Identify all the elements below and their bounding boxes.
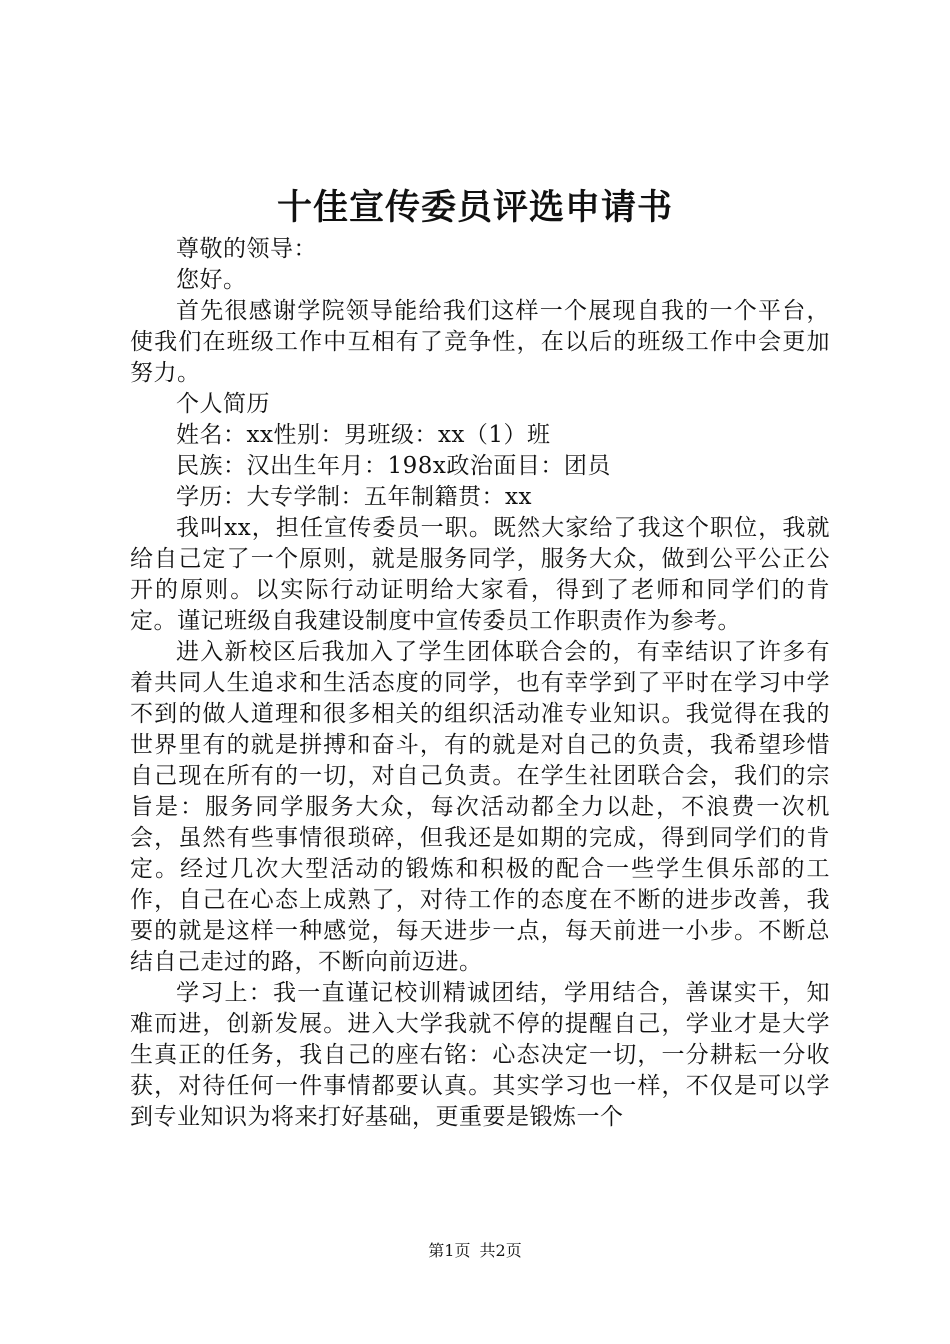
resume-line-name: 姓名：xx性别：男班级：xx（1）班 (176, 422, 551, 448)
study-paragraph: 学习上：我一直谨记校训精诚团结，学用结合，善谋实干，知难而进，创新发展。进入大学我就不停的提醒自己，学业才是大学生真正的任务，我自己的座右铭：心态决定一切，一分耕耘一分收获，对待任何一件事情都要认真。其实学习也一样，不仅是可以学到专业知识为将来打好基础，更重要是锻炼一个 (130, 980, 830, 1130)
page-total: 共2页 (479, 1241, 522, 1260)
intro-paragraph: 首先很感谢学院领导能给我们这样一个展现自我的一个平台，使我们在班级工作中互相有了竞争性，在以后的班级工作中会更加努力。 (130, 298, 830, 386)
document-body (130, 234, 830, 1133)
resume-line-ethnicity: 民族：汉出生年月：198x政治面目：团员 (176, 453, 611, 479)
resume-heading: 个人简历 (176, 391, 270, 417)
document-title: 十佳宣传委员评选申请书 (276, 187, 673, 228)
experience-paragraph: 进入新校区后我加入了学生团体联合会的，有幸结识了许多有着共同人生追求和生活态度的同学，也有幸学到了平时在学习中学不到的做人道理和很多相关的组织活动准专业知识。我觉得在我的世界里有的就是拼搏和奋斗，有的就是对自己的负责，我希望珍惜自己现在所有的一切，对自己负责。在学生社团联合会，我们的宗旨是：服务同学服务大众，每次活动都全力以赴，不浪费一次机会，虽然有些事情很琐碎，但我还是如期的完成，得到同学们的肯定。经过几次大型活动的锻炼和积极的配合一些学生俱乐部的工作，自己在心态上成熟了，对待工作的态度在不断的进步改善，我要的就是这样一种感觉，每天进步一点，每天前进一小步。不断总结自己走过的路，不断向前迈进。 (130, 639, 830, 975)
page-footer (0, 1241, 950, 1261)
greeting: 您好。 (176, 267, 247, 293)
page-number: 第1页 (428, 1241, 471, 1260)
resume-line-education: 学历：大专学制：五年制籍贯：xx (176, 484, 532, 510)
duty-paragraph: 我叫xx，担任宣传委员一职。既然大家给了我这个职位，我就给自己定了一个原则，就是服务同学，服务大众，做到公平公正公开的原则。以实际行动证明给大家看，得到了老师和同学们的肯定。谨记班级自我建设制度中宣传委员工作职责作为参考。 (130, 515, 830, 634)
salutation: 尊敬的领导： (176, 236, 317, 262)
